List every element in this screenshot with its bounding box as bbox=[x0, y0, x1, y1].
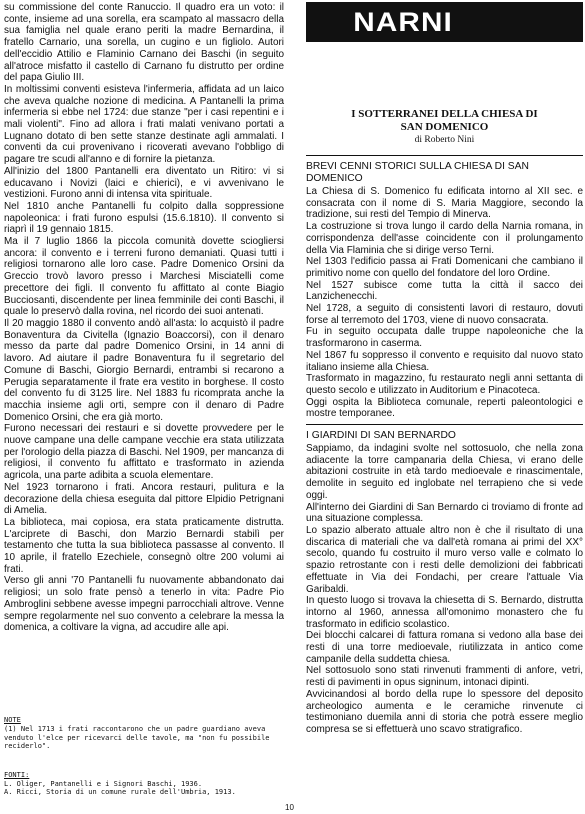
fonti-heading: FONTI: bbox=[4, 770, 30, 779]
left-paragraph: Verso gli anni '70 Pantanelli fu nuovamente abbandonato dai religiosi; un solo frate pensò a tenerlo in vita: Padre Pio Ambroglini sebbene avesse impegni parrocchiali altrove. Venne sempre regolarmente nel suo convento a celebrare la messa la domenica, a coltivare la vigna, ad accudire alle api. bbox=[4, 575, 284, 634]
right-column bbox=[306, 2, 583, 736]
article-title-line: I SOTTERRANEI DELLA CHIESA DI bbox=[351, 108, 538, 120]
notes-section bbox=[4, 716, 284, 797]
article-byline: di Roberto Nini bbox=[414, 135, 475, 145]
right-paragraph: Nel 1527 subisce come tutta la città il sacco dei Lanzichenecchi. bbox=[306, 279, 583, 303]
right-paragraph: La costruzione si trova lungo il cardo della Narnia romana, in corrispondenza dell'asse coincidente con il prolungamento della Via Flaminia che si dirige verso Terni. bbox=[306, 221, 583, 256]
left-paragraph: La biblioteca, mai copiosa, era stata praticamente distrutta. L'arciprete di Baschi, don Marzio Bernardi stabilì per testamento che tutta la sua biblioteca passasse al convento. Il 10 aprile, il fratello Ezechiele, consegnò oltre 200 volumi ai frati. bbox=[4, 516, 284, 575]
article-title bbox=[306, 108, 583, 133]
left-paragraph: Nel 1923 tornarono i frati. Ancora restauri, pulitura e la decorazione della chiesa eseguita dal pittore Elpidio Petrignani di Amelia. bbox=[4, 481, 284, 517]
note-text: (1) Nel 1713 i frati raccontarono che un padre guardiano aveva venduto l'elce per ricevarci delle tavole, ma "non fu possibile reciderlo". bbox=[4, 725, 270, 751]
right-paragraph: Lo spazio alberato attuale altro non è che il risultato di una discarica di materiali che va dall'età romana ai primi del XX° secolo, quando fu costruito il muro verso valle e colmato lo spazio retrostante con i resti delle demolizioni dei fabbricati effettuate in Via dei Fondachi, per creare l'attuale Via Garibaldi. bbox=[306, 524, 583, 595]
article-title-line: SAN DOMENICO bbox=[400, 120, 489, 133]
banner-title: NARNI bbox=[353, 6, 453, 37]
right-paragraph: All'interno dei Giardini di San Bernardo ci troviamo di fronte ad una situazione complessa. bbox=[306, 501, 583, 525]
right-paragraph: Fu in seguito occupata dalle truppe napoleoniche che la trasformarono in caserma. bbox=[306, 326, 583, 350]
right-paragraph: Oggi ospita la Biblioteca comunale, reperti paleontologici e mostre temporanee. bbox=[306, 396, 583, 420]
fonti-item: L. Oliger, Pantanelli e i Signori Baschi, 1936. bbox=[4, 779, 203, 788]
left-column bbox=[4, 2, 284, 634]
left-paragraph: In moltissimi conventi esisteva l'infermeria, affidata ad un laico che aveva qualche nozione di medicina. A Pantanelli la prima infermeria si ebbe nel 1724: due stanze "per i casi repentini e i mali violenti". Fino ad allora i frati malati venivano portati a Lugnano dotato di ben sette stanze destinate agli ammalati. I conventi da cui provenivano i ricoverati avevano l'obbligo di pagare tre scudi all'anno e di fornire la pietanza. bbox=[4, 83, 284, 166]
right-paragraph: In questo luogo si trovava la chiesetta di S. Bernardo, distrutta intorno al 1960, annessa all'omonimo monastero che fu trasformato in edificio scolastico. bbox=[306, 595, 583, 630]
left-paragraph: Nel 1810 anche Pantanelli fu colpito dalla soppressione napoleonica: i frati furono espulsi (15.6.1810). Il convento si riaprì il 19 gennaio 1815. bbox=[4, 200, 284, 236]
right-paragraph: Avvicinandosi al bordo della rupe lo spessore del deposito archeologico aumenta e le ceramiche rinvenute ci testimoniano duemila anni di storia che potrà essere meglio compresa se si effettuerà uno scavo stratigrafico. bbox=[306, 688, 583, 735]
section-divider bbox=[306, 155, 583, 156]
section-heading: I GIARDINI DI SAN BERNARDO bbox=[306, 430, 456, 442]
right-paragraph: Nel 1728, a seguito di consistenti lavori di restauro, dovuti forse al terremoto del 1703, viene di nuovo consacrata. bbox=[306, 303, 583, 326]
notes-heading: NOTE bbox=[4, 716, 21, 724]
right-paragraph: Nel 1867 fu soppresso il convento e requisito dal nuovo stato italiano insieme alla Chiesa. bbox=[306, 349, 583, 373]
section-divider bbox=[306, 424, 583, 425]
right-paragraph: Dei blocchi calcarei di fattura romana si vedono alla base dei resti di una torre medioevale, riutilizzata in antico come campanile della suddetta chiesa. bbox=[306, 630, 583, 665]
section-heading: BREVI CENNI STORICI SULLA CHIESA DI SAN DOMENICO bbox=[306, 161, 529, 184]
narni-banner bbox=[306, 2, 583, 42]
left-paragraph: Furono necessari dei restauri e si dovette provvedere per le nuove campane una delle campane vecchie era stata utilizzata per l'orologio della piazza di Baschi. Nel 1909, per mancanza di religiosi, il convento fu affittato e trasformato in azienda agricola, una parte adibita a scuola elementare. bbox=[4, 423, 284, 482]
left-paragraph: su commissione del conte Ranuccio. Il quadro era un voto: il conte, insieme ad una sorella, era scampato al massacro della sua famiglia nel quale erano periti la madre Bernardina, il fratello Carnario, una sorella, un cugino e un figliolo. Autori dell'eccidio Attilio e Flaminio Carnano dei Baschi (in seguito all'atroce misfatto il castello di Carnano fu distrutto per ordine del papa Giulio III. bbox=[4, 2, 284, 84]
left-paragraph: All'inizio del 1800 Pantanelli era diventato un Ritiro: vi si educavano i Novizi (laici e chierici), e vi avvenivano le vestizioni. Furono anni di intensa vita spirituale. bbox=[4, 165, 284, 201]
left-paragraph: Ma il 7 luglio 1866 la piccola comunità dovette sciogliersi ancora: il convento e i terreni furono demaniati. Quasi tutti i religiosi tornarono alle loro case. Padre Domenico Orsini da Greccio trovò lavoro presso i Marchesi Misciatelli come precettore dei figli. Il convento fu affittato al conte Biagio Bucciosanti, discendente per linea femminile dei conti Baschi, il quale lo preservò dalla rovina, nel ricordo dei suoi antenati. bbox=[4, 236, 284, 318]
left-paragraph: Il 20 maggio 1880 il convento andò all'asta: lo acquistò il padre Bonaventura da Civitella (Ignazio Boaccorsi), con il denaro messo da parte dal padre Domenico Orsini, in 14 anni di lavoro. Ad aiutare il padre Bonaventura fu il segretario del Comune di Baschi, Giorgio Bernardi, entrambi si recarono a Perugia separatamente il frate era vestito in borghese. Il costo del convento fu di 3125 lire. Nel 1883 fu ricomprata anche la macchia insieme agli orti, sempre con il denaro di Padre Domenico Orsini, che era già morto. bbox=[4, 317, 284, 423]
page-number: 10 bbox=[285, 803, 294, 812]
right-paragraph: Trasformato in magazzino, fu restaurato negli anni settanta di questo secolo e utilizzato in Auditorium e Pinacoteca. bbox=[306, 373, 583, 396]
right-paragraph: Nel 1303 l'edificio passa ai Frati Domenicani che cambiano il primitivo nome con quello del fondatore del loro Ordine. bbox=[306, 256, 583, 279]
fonti-item: A. Ricci, Storia di un comune rurale dell'Umbria, 1913. bbox=[4, 788, 236, 797]
right-paragraph: La Chiesa di S. Domenico fu edificata intorno al XII sec. e consacrata con il nome di S. Maria Maggiore, secondo la tradizione, sui resti del Tempio di Minerva. bbox=[306, 186, 583, 221]
right-paragraph: Nel sottosuolo sono stati rinvenuti frammenti di anfore, vetri, resti di pavimenti in opus signinum, intonaci dipinti. bbox=[306, 665, 583, 689]
right-paragraph: Sappiamo, da indagini svolte nel sottosuolo, che nella zona adiacente la torre campanaria della Chiesa, vi erano delle abitazioni costruite in età tardo medioevale e rinascimentale, demolite in seguito ed inglobate nel terrapieno che si vede oggi. bbox=[306, 443, 583, 501]
